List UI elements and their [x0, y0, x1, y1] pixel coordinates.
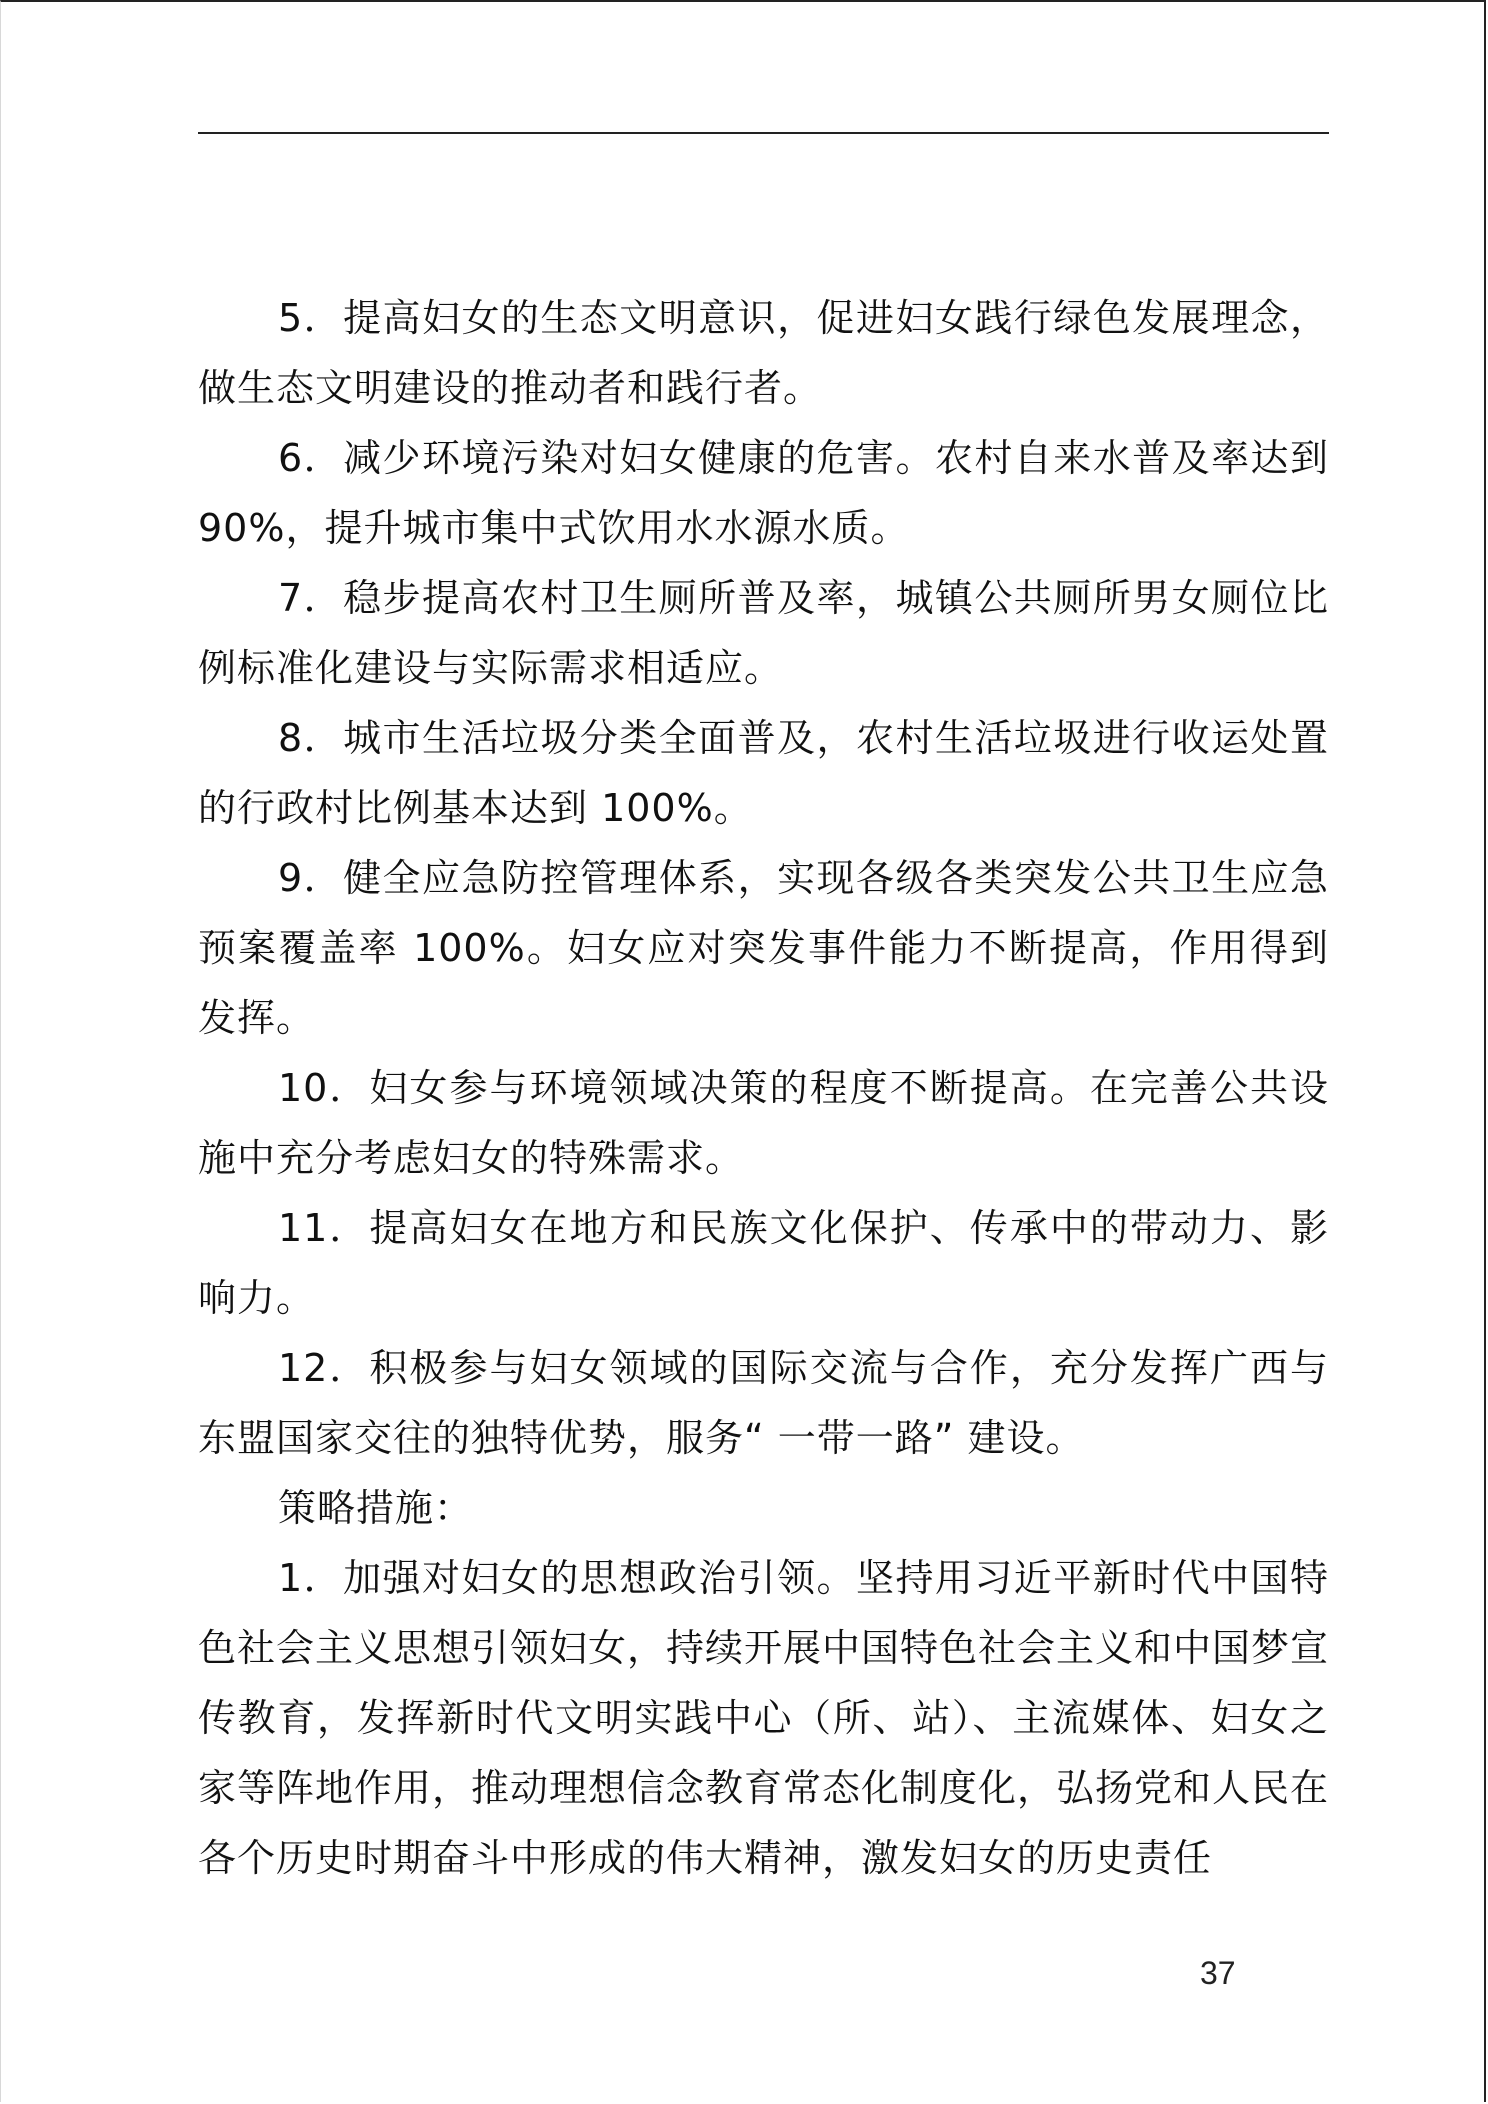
paragraph-goal-10: 10．妇女参与环境领域决策的程度不断提高。在完善公共设施中充分考虑妇女的特殊需求。 — [198, 1066, 1329, 1180]
body-text — [198, 283, 1329, 1893]
paragraph-goal-7: 7．稳步提高农村卫生厕所普及率，城镇公共厕所男女厕位比例标准化建设与实际需求相适应。 — [198, 576, 1329, 690]
page-number: 37 — [1200, 1955, 1236, 1991]
paragraph-goal-5: 5．提高妇女的生态文明意识，促进妇女践行绿色发展理念，做生态文明建设的推动者和践行者。 — [198, 296, 1329, 410]
paragraph-goal-11: 11．提高妇女在地方和民族文化保护、传承中的带动力、影响力。 — [198, 1206, 1329, 1320]
paragraph-goal-8: 8．城市生活垃圾分类全面普及，农村生活垃圾进行收运处置的行政村比例基本达到 100%。 — [198, 716, 1329, 830]
header-rule — [198, 132, 1329, 134]
paragraph-goal-9: 9．健全应急防控管理体系，实现各级各类突发公共卫生应急预案覆盖率 100%。妇女应对突发事件能力不断提高，作用得到发挥。 — [198, 856, 1329, 1040]
paragraph-goal-12: 12．积极参与妇女领域的国际交流与合作，充分发挥广西与东盟国家交往的独特优势，服务“ 一带一路” 建设。 — [198, 1346, 1329, 1460]
paragraph-goal-6: 6．减少环境污染对妇女健康的危害。农村自来水普及率达到90%，提升城市集中式饮用水水源水质。 — [198, 436, 1329, 550]
paragraph-measure-1: 1．加强对妇女的思想政治引领。坚持用习近平新时代中国特色社会主义思想引领妇女，持续开展中国特色社会主义和中国梦宣传教育，发挥新时代文明实践中心（所、站）、主流媒体、妇女之家等阵地作用，推动理想信念教育常态化制度化，弘扬党和人民在各个历史时期奋斗中形成的伟大精神，激发妇女的历史责任 — [198, 1556, 1330, 1880]
section-heading-measures: 策略措施： — [278, 1486, 474, 1530]
